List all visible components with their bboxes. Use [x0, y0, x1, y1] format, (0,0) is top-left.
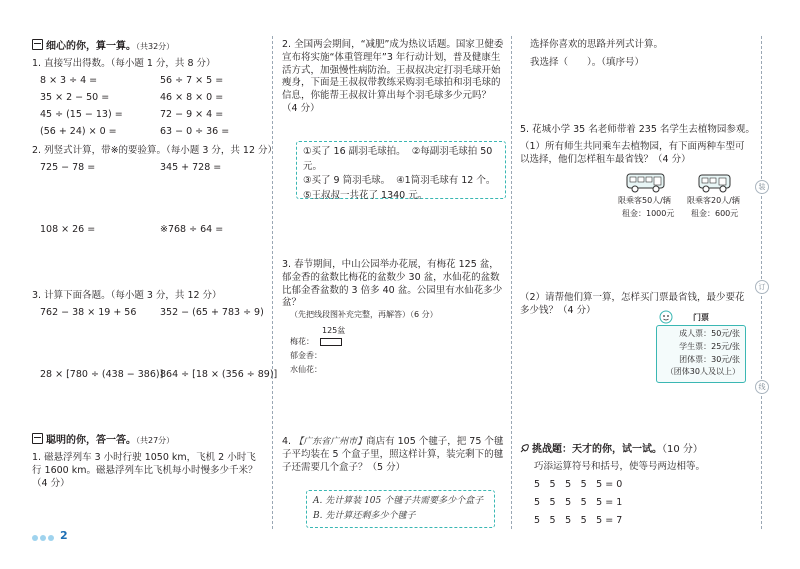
diagram-label-plum: 梅花： [290, 337, 314, 346]
q3-label: 3. 计算下面各题。（每小题 3 分，共 12 分） [32, 290, 222, 301]
q1-item: 72 − 9 × 4 = [160, 109, 224, 120]
col2-q3-text: 3. 春节期间，中山公园举办花展，有梅花 125 盆，郁金香的盆数比梅花的盆数少 30 盆，水仙花的盆数比郁金香盆数的 3 倍多 40 盆。公园里有水仙花多少盆？ [282, 259, 503, 309]
student-ticket-price: 学生票：25元/张 [679, 341, 740, 351]
q1-label: 1. 直接写出得数。（每小题 1 分，共 8 分） [32, 58, 216, 69]
info-line: ①买了 16 副羽毛球拍。 [303, 146, 406, 157]
q2-item: 345 + 728 = [160, 162, 222, 173]
q1-item: 8 × 3 ÷ 4 = [40, 75, 98, 86]
group-ticket-note: （团体30人及以上） [665, 367, 740, 377]
col2-q4-text: 4. 【广东省广州市】商店有 105 个毽子，把 75 个毽子平均装在 5 个盒子里，照这样计算，装完剩下的毽子还需要几个盒子？（5 分） [282, 436, 504, 473]
info-line: ②每副羽毛球拍 50 元。 [303, 146, 493, 172]
margin-mark: 订 [755, 280, 769, 294]
adult-ticket-price: 成人票：50元/张 [679, 329, 740, 338]
small-bus-icon [698, 172, 732, 199]
diagram-label-tulip: 郁金香： [290, 351, 322, 360]
bus1-rent: 租金：1000元 [622, 209, 675, 218]
s2-q1-text: 1. 磁悬浮列车 3 小时行驶 1050 km，飞机 2 小时飞行 1600 km。磁悬浮列车比飞机每小时慢多少千米？（4 分） [32, 452, 258, 489]
q1-item: 56 ÷ 7 × 5 = [160, 75, 224, 86]
q2-item: 725 − 78 = [40, 162, 96, 173]
choose-method-text: 选择你喜欢的思路并列式计算。 [530, 39, 664, 50]
page-dots [32, 533, 56, 546]
info-line: ③买了 9 筒羽毛球。 [303, 175, 391, 187]
calculator-icon [32, 39, 43, 50]
bus2-limit: 限乘客20人/辆 [687, 196, 740, 205]
racket-info-box [296, 141, 506, 202]
info-line: ⑤王叔叔一共花了 1340 元。 [303, 190, 428, 202]
option-a: A. 先计算装 105 个毽子共需要多少个盒子 [313, 496, 484, 506]
q2-item: 108 × 26 = [40, 224, 96, 235]
q3-item: 864 ÷ [18 × (356 ÷ 89)] [160, 369, 278, 380]
q3-note: （先把线段图补充完整，再解答）（6 分） [290, 310, 438, 319]
challenge-text: 巧添运算符号和括号，使等号两边相等。 [534, 461, 706, 472]
column-divider [511, 36, 512, 529]
q3-item: 762 − 38 × 19 + 56 [40, 307, 137, 318]
rocket-icon [520, 444, 529, 453]
bus2-rent: 租金：600元 [691, 209, 739, 218]
q1-item: 35 × 2 − 50 = [40, 92, 110, 103]
lightbulb-icon [32, 433, 43, 444]
q1-item: 45 ÷ (15 − 13) = [40, 109, 123, 120]
plum-segment [320, 338, 342, 346]
q2-item: ※768 ÷ 64 = [160, 224, 224, 235]
group-ticket-price: 团体票：30元/张 [679, 354, 740, 364]
ticket-title: 门票 [693, 313, 709, 322]
q5-text: 5. 花城小学 35 名老师带着 235 名学生去植物园参观。 [520, 124, 755, 135]
margin-mark: 线 [755, 380, 769, 394]
challenge-equation: 5 5 5 5 5 = 7 [534, 515, 623, 526]
section1-heading: 细心的你，算一算。（共32分） [32, 39, 174, 54]
column-divider [272, 36, 273, 529]
my-choice-text: 我选择（ ）。（填序号） [530, 57, 645, 68]
page-number: 2 [60, 529, 68, 542]
challenge-equation: 5 5 5 5 5 = 0 [534, 479, 623, 490]
q3-item: 28 × [780 ÷ (438 − 386)] [40, 369, 164, 380]
q5-2-text: （2）请帮他们算一算，怎样买门票最省钱，最少要花多少钱？（4 分） [520, 292, 745, 316]
q1-item: (56 + 24) × 0 = [40, 126, 117, 137]
q3-item: 352 − (65 + 783 ÷ 9) [160, 307, 264, 318]
margin-mark: 装 [755, 180, 769, 194]
diagram-label-narcissus: 水仙花： [290, 365, 322, 374]
q1-item: 46 × 8 × 0 = [160, 92, 224, 103]
challenge-heading: 挑战题：天才的你，试一试。（10 分） [520, 443, 703, 457]
challenge-equation: 5 5 5 5 5 = 1 [534, 497, 623, 508]
large-bus-icon [626, 172, 666, 199]
info-line: ④1筒羽毛球有 12 个。 [396, 175, 496, 187]
q5-1-text: （1）所有师生共同乘车去植物园，有下面两种车型可以选择，他们怎样租车最省钱？（4 分） [520, 141, 745, 165]
q1-item: 63 − 0 ÷ 36 = [160, 126, 230, 137]
q4-source: 【广东省广州市】 [294, 437, 367, 447]
option-b: B. 先计算还剩多少个毽子 [313, 511, 416, 522]
diagram-top-label: 125盆 [322, 326, 346, 335]
ticket-price-box [656, 325, 746, 383]
q2-label: 2. 列竖式计算，带※的要验算。（每小题 3 分，共 12 分） [32, 145, 278, 156]
col2-q2-text: 2. 全国两会期间，“减肥”成为热议话题。国家卫健委宣布将实施“体重管理年”3 年行动计划，普及健康生活方式，加强慢性病防治。王叔叔决定打羽毛球开始瘦身，下面是王叔叔带教练采购羽毛球拍和羽毛球的信息，你能帮王叔叔计算出每个羽毛球多少元吗？（4 分） [282, 39, 504, 115]
bus1-limit: 限乘客50人/辆 [618, 196, 671, 205]
section2-heading: 聪明的你，答一答。（共27分） [32, 433, 174, 448]
method-options-box [306, 490, 495, 528]
q4-body: 商店有 105 个毽子，把 75 个毽子平均装在 5 个盒子里，照这样计算，装完剩下的毽子还需要几个盒子？（5 分） [282, 436, 504, 473]
